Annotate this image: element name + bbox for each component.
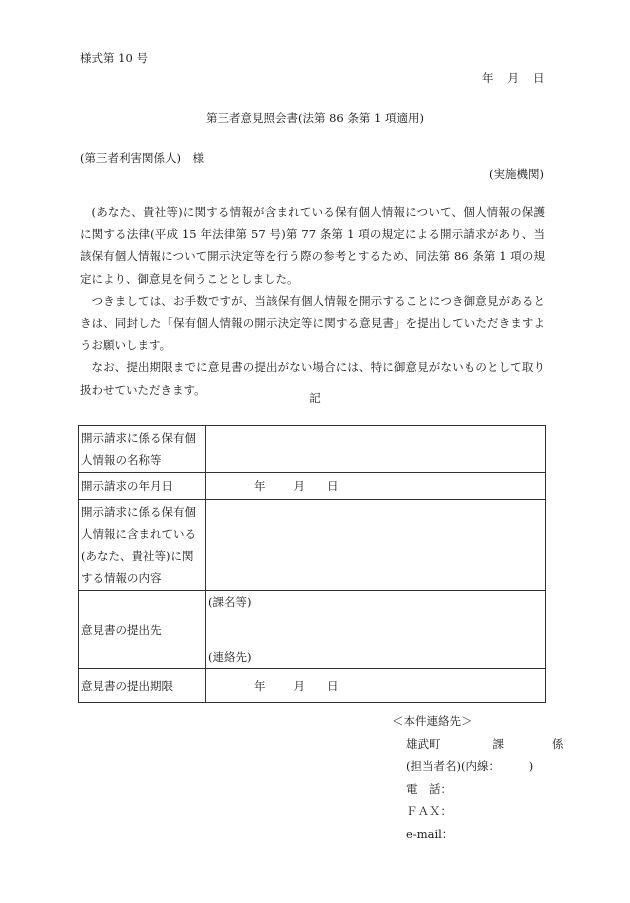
date-unit-day: 日: [327, 678, 339, 693]
ki-heading: 記: [309, 391, 321, 405]
body-paragraph-1: (あなた、貴社等)に関する情報が含まれている保有個人情報について、個人情報の保護に関する法律(平成 15 年法律第 57 号)第 77 条第 1 項の規定による開示請求があり、当該保有個人情報について開示決定等を行う際の参考とするため、同法第 86 条第 1 項の規定により、御意見を伺うこととしました。: [80, 205, 545, 286]
contact-town: 雄武町: [406, 736, 441, 751]
date-year: 年: [482, 71, 494, 85]
info-table: [78, 425, 546, 703]
row-value-info-content: [206, 500, 546, 591]
row-value-submission-destination: [206, 591, 546, 669]
contact-kakari: 係: [552, 736, 564, 751]
table-row: [79, 591, 546, 669]
date-unit-day: 日: [327, 479, 339, 493]
date-day: 日: [533, 71, 545, 85]
row-label-submission-deadline: 意見書の提出期限: [79, 669, 206, 703]
addressee: (第三者利害関係人) 様: [80, 151, 204, 165]
form-number: 様式第 10 号: [80, 51, 148, 65]
date-line: [482, 70, 545, 86]
table-row: [79, 669, 546, 703]
contact-person: (担当者名)(内線： ): [406, 759, 534, 773]
contact-email: e-mail：: [406, 826, 454, 841]
contact-heading: ＜本件連絡先＞: [392, 714, 473, 728]
date-unit-year: 年: [254, 678, 266, 693]
table-row: [79, 473, 546, 500]
row-value-request-date: [206, 473, 546, 500]
contact-fax: ＦＡＸ：: [406, 804, 452, 818]
row-value-document-name: [206, 426, 546, 473]
row-label-request-date: 開示請求の年月日: [79, 473, 206, 500]
row-label-document-name: 開示請求に係る保有個人情報の名称等: [79, 426, 206, 473]
date-month: 月: [507, 71, 519, 85]
contact-phone: 電 話：: [406, 781, 452, 796]
row-label-info-content: 開示請求に係る保有個人情報に含まれている(あなた、貴社等)に関する情報の内容: [79, 500, 206, 591]
body-text: [80, 201, 545, 401]
document-title: 第三者意見照会書(法第 86 条第 1 項適用): [205, 111, 425, 125]
row-value-submission-deadline: [206, 669, 546, 703]
contact-label: (連絡先): [208, 650, 252, 664]
body-paragraph-3: なお、提出期限までに意見書の提出がない場合には、特に御意見がないものとして取り扱わせていただきます。: [80, 360, 545, 397]
date-unit-year: 年: [254, 479, 266, 493]
department-label: (課名等): [208, 595, 252, 609]
sender: (実施機関): [489, 167, 544, 181]
row-label-submission-destination: 意見書の提出先: [79, 591, 206, 669]
table-row: [79, 500, 546, 591]
date-unit-month: 月: [293, 678, 305, 693]
table-row: [79, 426, 546, 473]
body-paragraph-2: つきましては、お手数ですが、当該保有個人情報を開示することにつき御意見があるときは、同封した「保有個人情報の開示決定等に関する意見書」を提出していただきますようお願いします。: [80, 293, 545, 353]
contact-ka: 課: [492, 736, 504, 751]
contact-block: [392, 710, 564, 845]
date-unit-month: 月: [293, 479, 305, 493]
contact-department: [392, 733, 564, 756]
